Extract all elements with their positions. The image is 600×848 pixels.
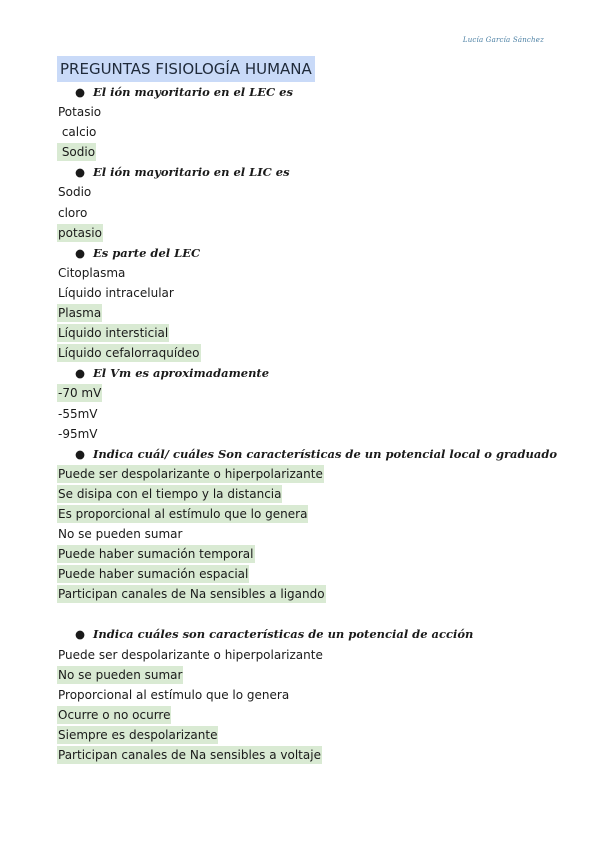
answer-text: -70 mV	[58, 386, 102, 401]
answer-item-correct	[57, 142, 577, 162]
answer-text: Citoplasma	[58, 265, 126, 280]
answer-item	[57, 424, 577, 444]
bullet-icon: ●	[75, 245, 86, 260]
bullet-icon: ●	[75, 366, 86, 381]
answer-item	[57, 182, 577, 202]
answer-item	[57, 102, 577, 122]
answer-item	[57, 122, 577, 142]
question-list	[57, 82, 577, 765]
answer-text: No se pueden sumar	[58, 667, 183, 682]
answer-item-correct	[57, 323, 577, 343]
answer-item-correct	[57, 584, 577, 604]
bullet-icon: ●	[75, 446, 86, 461]
answer-item-correct	[57, 343, 577, 363]
bullet-icon: ●	[75, 165, 86, 180]
answer-text: Participan canales de Na sensibles a ligando	[58, 587, 325, 602]
question-text: El ión mayoritario en el LEC es	[93, 85, 293, 99]
answer-item-correct	[57, 504, 577, 524]
answer-text: potasio	[58, 225, 102, 240]
answer-text: Puede haber sumación temporal	[58, 547, 254, 562]
answer-text: Plasma	[58, 306, 102, 321]
answer-item-correct	[57, 383, 577, 403]
answer-text: No se pueden sumar	[58, 527, 183, 542]
answer-text: Siempre es despolarizante	[58, 727, 218, 742]
answer-item-correct	[57, 303, 577, 323]
answer-text: Participan canales de Na sensibles a voltaje	[58, 748, 321, 762]
answer-text: Sodio	[58, 185, 92, 200]
answer-text: Potasio	[58, 105, 102, 120]
answer-text: Puede ser despolarizante o hiperpolarizante	[58, 466, 323, 481]
answer-item-correct	[57, 725, 577, 745]
answer-text: Puede ser despolarizante o hiperpolarizante	[58, 647, 323, 662]
question-text: El ión mayoritario en el LIC es	[93, 165, 290, 180]
answer-item	[57, 524, 577, 544]
spacer	[57, 604, 577, 624]
answer-item-correct	[57, 544, 577, 564]
answer-text: cloro	[58, 205, 88, 220]
answer-text: Líquido intracelular	[58, 285, 174, 300]
answer-text: Ocurre o no ocurre	[58, 707, 171, 722]
answer-text: calcio	[58, 125, 97, 140]
question-item	[57, 82, 577, 102]
answer-item-correct	[57, 745, 577, 765]
answer-item	[57, 685, 577, 705]
question-item	[57, 444, 577, 464]
answer-item-correct	[57, 665, 577, 685]
question-text: Indica cuáles son características de un potencial de acción	[93, 627, 474, 642]
answer-text: -95mV	[58, 426, 98, 441]
answer-text: Proporcional al estímulo que lo genera	[58, 687, 290, 702]
answer-item-correct	[57, 564, 577, 584]
question-item	[57, 624, 577, 644]
question-item	[57, 243, 577, 263]
answer-item-correct	[57, 484, 577, 504]
bullet-icon: ●	[75, 627, 86, 642]
answer-text: Es proporcional al estímulo que lo genera	[58, 506, 308, 521]
answer-text: -55mV	[58, 406, 98, 421]
answer-item	[57, 645, 577, 665]
question-item	[57, 363, 577, 383]
question-text: Es parte del LEC	[93, 245, 201, 260]
page-title: PREGUNTAS FISIOLOGÍA HUMANA	[57, 56, 315, 82]
answer-text: Se disipa con el tiempo y la distancia	[58, 486, 282, 501]
author-name: Lucía García Sánchez	[462, 36, 544, 44]
answer-text: Puede haber sumación espacial	[58, 567, 249, 582]
question-text: Indica cuál/ cuáles Son características de un potencial local o graduado	[93, 446, 558, 461]
question-item	[57, 162, 577, 182]
answer-text: Sodio	[58, 145, 96, 160]
answer-item	[57, 203, 577, 223]
answer-item	[57, 283, 577, 303]
answer-item-correct	[57, 223, 577, 243]
answer-item-correct	[57, 705, 577, 725]
answer-item	[57, 404, 577, 424]
bullet-icon: ●	[75, 85, 86, 99]
answer-text: Líquido intersticial	[58, 326, 169, 341]
answer-item-correct	[57, 464, 577, 484]
answer-text: Líquido cefalorraquídeo	[58, 346, 200, 361]
answer-item	[57, 263, 577, 283]
question-text: El Vm es aproximadamente	[93, 366, 270, 381]
